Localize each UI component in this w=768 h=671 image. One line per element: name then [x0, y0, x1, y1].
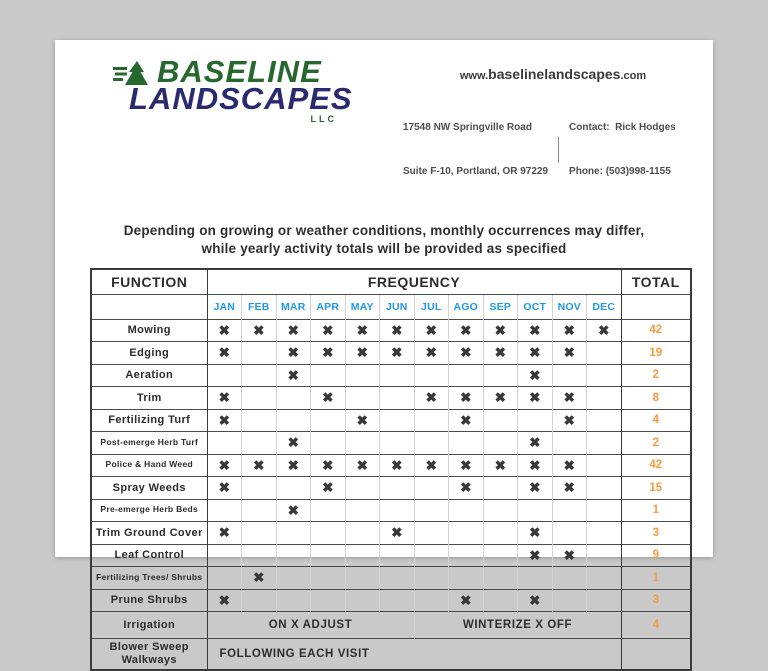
- empty-cell: [483, 567, 518, 590]
- disclaimer-line-1: Depending on growing or weather conditions, monthly occurrences may differ,: [123, 223, 645, 238]
- function-label: Spray Weeds: [91, 477, 207, 500]
- table-row: [91, 544, 691, 567]
- empty-cell: [345, 589, 380, 612]
- table-row: [91, 387, 691, 410]
- empty-cell: [414, 522, 449, 545]
- empty-cell: [276, 387, 311, 410]
- empty-cell: [311, 544, 346, 567]
- empty-cell: [414, 409, 449, 432]
- table-row: [91, 522, 691, 545]
- total-value: [621, 639, 691, 670]
- empty-cell: [242, 409, 277, 432]
- empty-cell: [345, 567, 380, 590]
- empty-cell: [449, 432, 484, 455]
- x-mark-cell: ✖: [518, 432, 553, 455]
- empty-cell: [276, 544, 311, 567]
- document-page: [55, 40, 713, 666]
- x-mark-cell: ✖: [207, 522, 242, 545]
- contact-block: [403, 66, 703, 208]
- empty-cell: [587, 454, 622, 477]
- total-value: 1: [621, 567, 691, 590]
- empty-cell: [276, 477, 311, 500]
- function-label: Police & Hand Weed: [91, 454, 207, 477]
- x-mark-cell: ✖: [380, 522, 415, 545]
- empty-cell: [552, 432, 587, 455]
- x-mark-cell: ✖: [276, 499, 311, 522]
- month-header-oct: OCT: [518, 294, 553, 319]
- logo-text-baseline: BASELINE: [157, 54, 322, 89]
- empty-cell: [276, 567, 311, 590]
- empty-cell: [552, 522, 587, 545]
- empty-cell: [414, 567, 449, 590]
- total-value: 2: [621, 432, 691, 455]
- contact-person-block: [569, 92, 676, 208]
- total-value: 8: [621, 387, 691, 410]
- month-header-jul: JUL: [414, 294, 449, 319]
- empty-cell: [414, 432, 449, 455]
- table-row: [91, 342, 691, 365]
- address-line-1: 17548 NW Springville Road: [403, 122, 532, 133]
- logo-text-landscapes: LANDSCAPES: [129, 81, 353, 116]
- x-mark-cell: ✖: [414, 454, 449, 477]
- empty-cell: [380, 477, 415, 500]
- empty-cell: [449, 364, 484, 387]
- x-mark-cell: ✖: [552, 454, 587, 477]
- empty-cell: [449, 499, 484, 522]
- x-mark-cell: ✖: [345, 454, 380, 477]
- note-text-cell: ON X ADJUST: [207, 612, 414, 639]
- empty-cell: [345, 544, 380, 567]
- function-label: Prune Shrubs: [91, 589, 207, 612]
- x-mark-cell: ✖: [276, 432, 311, 455]
- empty-cell: [552, 364, 587, 387]
- total-value: 42: [621, 319, 691, 342]
- x-mark-cell: ✖: [483, 454, 518, 477]
- address-line-2: Suite F-10, Portland, OR 97229: [403, 165, 549, 177]
- table-row: [91, 364, 691, 387]
- x-mark-cell: ✖: [449, 387, 484, 410]
- month-header-jun: JUN: [380, 294, 415, 319]
- empty-cell: [380, 499, 415, 522]
- contact-phone: Phone: (503)998-1155: [569, 165, 671, 177]
- x-mark-cell: ✖: [207, 589, 242, 612]
- x-mark-cell: ✖: [207, 319, 242, 342]
- empty-cell: [380, 364, 415, 387]
- schedule-body: [91, 319, 691, 670]
- empty-cell: [242, 522, 277, 545]
- empty-cell: [483, 477, 518, 500]
- empty-cell: [345, 499, 380, 522]
- website-url: [403, 66, 703, 82]
- empty-cell: [380, 387, 415, 410]
- empty-cell: [311, 432, 346, 455]
- total-value: 4: [621, 409, 691, 432]
- x-mark-cell: ✖: [518, 454, 553, 477]
- empty-cell: [207, 499, 242, 522]
- empty-cell: [587, 364, 622, 387]
- table-row: [91, 639, 691, 670]
- empty-cell: [242, 364, 277, 387]
- x-mark-cell: ✖: [207, 387, 242, 410]
- empty-cell: [587, 522, 622, 545]
- table-row: [91, 612, 691, 639]
- x-mark-cell: ✖: [207, 409, 242, 432]
- schedule-table: [90, 268, 692, 671]
- x-mark-cell: ✖: [276, 342, 311, 365]
- x-mark-cell: ✖: [311, 387, 346, 410]
- table-row: [91, 499, 691, 522]
- function-column-header: FUNCTION: [91, 269, 207, 294]
- empty-cell: [587, 589, 622, 612]
- total-value: 19: [621, 342, 691, 365]
- x-mark-cell: ✖: [207, 454, 242, 477]
- total-value: 42: [621, 454, 691, 477]
- x-mark-cell: ✖: [518, 477, 553, 500]
- x-mark-cell: ✖: [242, 567, 277, 590]
- x-mark-cell: ✖: [414, 319, 449, 342]
- x-mark-cell: ✖: [207, 342, 242, 365]
- logo-text-llc: LLC: [310, 114, 337, 124]
- empty-cell: [414, 477, 449, 500]
- empty-cell: [311, 567, 346, 590]
- x-mark-cell: ✖: [380, 319, 415, 342]
- total-value: 15: [621, 477, 691, 500]
- empty-cell: [242, 477, 277, 500]
- address-block: [403, 92, 548, 208]
- empty-cell: [345, 432, 380, 455]
- x-mark-cell: ✖: [345, 319, 380, 342]
- empty-cell: [587, 477, 622, 500]
- empty-cell: [345, 364, 380, 387]
- x-mark-cell: ✖: [552, 409, 587, 432]
- x-mark-cell: ✖: [414, 387, 449, 410]
- function-label: Fertilizing Trees/ Shrubs: [91, 567, 207, 590]
- x-mark-cell: ✖: [242, 454, 277, 477]
- table-row: [91, 477, 691, 500]
- empty-cell: [483, 589, 518, 612]
- x-mark-cell: ✖: [207, 477, 242, 500]
- empty-cell: [242, 432, 277, 455]
- empty-cell: [552, 589, 587, 612]
- website-tld: .com: [620, 70, 647, 82]
- x-mark-cell: ✖: [552, 477, 587, 500]
- disclaimer-line-2: while yearly activity totals will be provided as specified: [201, 240, 567, 256]
- x-mark-cell: ✖: [380, 342, 415, 365]
- function-label: Mowing: [91, 319, 207, 342]
- empty-cell: [311, 364, 346, 387]
- x-mark-cell: ✖: [311, 319, 346, 342]
- empty-cell: [242, 342, 277, 365]
- spacer-cell: [91, 294, 207, 319]
- empty-cell: [207, 567, 242, 590]
- company-logo: [113, 56, 351, 208]
- empty-cell: [483, 544, 518, 567]
- month-header-row: [91, 294, 691, 319]
- function-label: Fertilizing Turf: [91, 409, 207, 432]
- empty-cell: [587, 544, 622, 567]
- empty-cell: [380, 589, 415, 612]
- x-mark-cell: ✖: [518, 522, 553, 545]
- empty-cell: [345, 477, 380, 500]
- empty-cell: [207, 364, 242, 387]
- empty-cell: [587, 387, 622, 410]
- x-mark-cell: ✖: [276, 454, 311, 477]
- x-mark-cell: ✖: [587, 319, 622, 342]
- empty-cell: [414, 499, 449, 522]
- month-header-feb: FEB: [242, 294, 277, 319]
- empty-cell: [587, 409, 622, 432]
- empty-cell: [449, 567, 484, 590]
- x-mark-cell: ✖: [311, 454, 346, 477]
- x-mark-cell: ✖: [345, 409, 380, 432]
- empty-cell: [518, 499, 553, 522]
- disclaimer-text: [55, 222, 713, 257]
- empty-cell: [380, 409, 415, 432]
- month-header-ago: AGO: [449, 294, 484, 319]
- total-value: 9: [621, 544, 691, 567]
- x-mark-cell: ✖: [449, 589, 484, 612]
- empty-cell: [449, 522, 484, 545]
- empty-cell: [276, 589, 311, 612]
- x-mark-cell: ✖: [552, 342, 587, 365]
- table-row: [91, 567, 691, 590]
- empty-cell: [311, 522, 346, 545]
- empty-cell: [587, 499, 622, 522]
- function-label: Irrigation: [91, 612, 207, 639]
- table-row: [91, 409, 691, 432]
- x-mark-cell: ✖: [449, 342, 484, 365]
- empty-cell: [483, 432, 518, 455]
- x-mark-cell: ✖: [483, 319, 518, 342]
- website-domain: baselinelandscapes: [488, 66, 621, 82]
- x-mark-cell: ✖: [449, 319, 484, 342]
- empty-cell: [414, 364, 449, 387]
- x-mark-cell: ✖: [483, 342, 518, 365]
- x-mark-cell: ✖: [518, 544, 553, 567]
- empty-cell: [345, 522, 380, 545]
- x-mark-cell: ✖: [518, 364, 553, 387]
- table-header-row: [91, 269, 691, 294]
- empty-cell: [552, 567, 587, 590]
- x-mark-cell: ✖: [518, 387, 553, 410]
- website-prefix: www.: [459, 70, 489, 82]
- empty-cell: [380, 544, 415, 567]
- empty-cell: [483, 522, 518, 545]
- function-label: Trim Ground Cover: [91, 522, 207, 545]
- function-label: Leaf Control: [91, 544, 207, 567]
- x-mark-cell: ✖: [518, 319, 553, 342]
- empty-cell: [311, 499, 346, 522]
- header: [55, 40, 713, 208]
- empty-cell: [380, 567, 415, 590]
- empty-cell: [587, 432, 622, 455]
- empty-cell: [414, 589, 449, 612]
- x-mark-cell: ✖: [552, 319, 587, 342]
- total-column-header: TOTAL: [621, 269, 691, 294]
- empty-cell: [242, 387, 277, 410]
- x-mark-cell: ✖: [276, 364, 311, 387]
- contact-divider: [558, 137, 559, 163]
- empty-cell: [311, 409, 346, 432]
- month-header-mar: MAR: [276, 294, 311, 319]
- empty-cell: [242, 544, 277, 567]
- x-mark-cell: ✖: [311, 342, 346, 365]
- empty-cell: [449, 544, 484, 567]
- total-value: 3: [621, 522, 691, 545]
- function-label: Trim: [91, 387, 207, 410]
- spacer-cell: [621, 294, 691, 319]
- x-mark-cell: ✖: [380, 454, 415, 477]
- table-row: [91, 454, 691, 477]
- empty-cell: [483, 499, 518, 522]
- month-header-jan: JAN: [207, 294, 242, 319]
- x-mark-cell: ✖: [552, 544, 587, 567]
- x-mark-cell: ✖: [311, 477, 346, 500]
- empty-cell: [587, 342, 622, 365]
- month-header-apr: APR: [311, 294, 346, 319]
- function-label: Blower Sweep Walkways: [91, 639, 207, 670]
- empty-cell: [483, 409, 518, 432]
- function-label: Aeration: [91, 364, 207, 387]
- x-mark-cell: ✖: [414, 342, 449, 365]
- empty-cell: [380, 432, 415, 455]
- note-text-cell: FOLLOWING EACH VISIT: [207, 639, 621, 670]
- x-mark-cell: ✖: [518, 342, 553, 365]
- table-row: [91, 319, 691, 342]
- empty-cell: [345, 387, 380, 410]
- empty-cell: [483, 364, 518, 387]
- empty-cell: [518, 567, 553, 590]
- empty-cell: [518, 409, 553, 432]
- total-value: 2: [621, 364, 691, 387]
- x-mark-cell: ✖: [552, 387, 587, 410]
- x-mark-cell: ✖: [242, 319, 277, 342]
- empty-cell: [552, 499, 587, 522]
- function-label: Post-emerge Herb Turf: [91, 432, 207, 455]
- month-header-sep: SEP: [483, 294, 518, 319]
- month-header-dec: DEC: [587, 294, 622, 319]
- table-row: [91, 589, 691, 612]
- table-row: [91, 432, 691, 455]
- frequency-column-header: FREQUENCY: [207, 269, 621, 294]
- empty-cell: [242, 589, 277, 612]
- contact-name: Contact: Rick Hodges: [569, 122, 676, 133]
- total-value: 1: [621, 499, 691, 522]
- empty-cell: [414, 544, 449, 567]
- empty-cell: [242, 499, 277, 522]
- function-label: Edging: [91, 342, 207, 365]
- total-value: 4: [621, 612, 691, 639]
- empty-cell: [207, 432, 242, 455]
- empty-cell: [207, 544, 242, 567]
- note-text-cell: WINTERIZE X OFF: [414, 612, 621, 639]
- x-mark-cell: ✖: [449, 477, 484, 500]
- total-value: 3: [621, 589, 691, 612]
- x-mark-cell: ✖: [483, 387, 518, 410]
- x-mark-cell: ✖: [449, 409, 484, 432]
- empty-cell: [587, 567, 622, 590]
- x-mark-cell: ✖: [518, 589, 553, 612]
- empty-cell: [276, 522, 311, 545]
- x-mark-cell: ✖: [449, 454, 484, 477]
- month-header-may: MAY: [345, 294, 380, 319]
- empty-cell: [311, 589, 346, 612]
- x-mark-cell: ✖: [345, 342, 380, 365]
- x-mark-cell: ✖: [276, 319, 311, 342]
- month-header-nov: NOV: [552, 294, 587, 319]
- empty-cell: [276, 409, 311, 432]
- function-label: Pre-emerge Herb Beds: [91, 499, 207, 522]
